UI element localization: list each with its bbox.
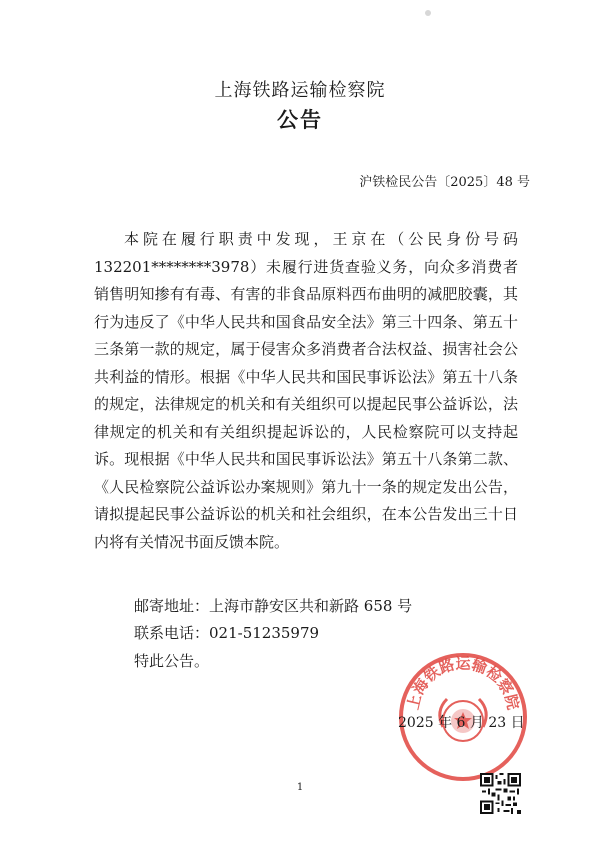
page-number: 1 (296, 782, 304, 793)
seal-text: 上海铁路运输检察院 (403, 654, 523, 712)
issue-date: 2025 年 6 月 23 日 (398, 715, 525, 731)
contact-phone: 联系电话：021-51235979 (134, 624, 320, 642)
organization-name: 上海铁路运输检察院 (214, 80, 386, 101)
announcement-body: 本院在履行职责中发现，王京在（公民身份号码132201********3978）未履行进货查验义务，向众多消费者销售明知掺有有毒、有害的非食品原料西布曲明的减肥胶囊，其行为违反了《中华人民共和国食品安全法》第三十四条、第五十三条第一款的规定，属于侵害众多消费者合法权益、损害社会公共利益的情形。根据《中华人民共和国民事诉讼法》第五十八条的规定，法律规定的机关和有关组织可以提起民事公益诉讼，法律规定的机关和有关组织提起诉讼的，人民检察院可以支持起诉。现根据《中华人民共和国民事诉讼法》第五十八条第二款、《人民检察院公益诉讼办案规则》第九十一条的规定发出公告，请拟提起民事公益诉讼的机关和社会组织，在本公告发出三十日内将有关情况书面反馈本院。 (94, 230, 518, 551)
closing-statement: 特此公告。 (134, 652, 210, 670)
svg-text:上海铁路运输检察院 (404, 655, 522, 712)
scan-dot (425, 10, 431, 16)
document-title: 公告 (277, 108, 323, 132)
qr-code-icon[interactable] (480, 773, 521, 814)
document-number: 沪铁检民公告〔2025〕48 号 (359, 175, 530, 190)
mailing-address: 邮寄地址：上海市静安区共和新路 658 号 (134, 597, 413, 615)
